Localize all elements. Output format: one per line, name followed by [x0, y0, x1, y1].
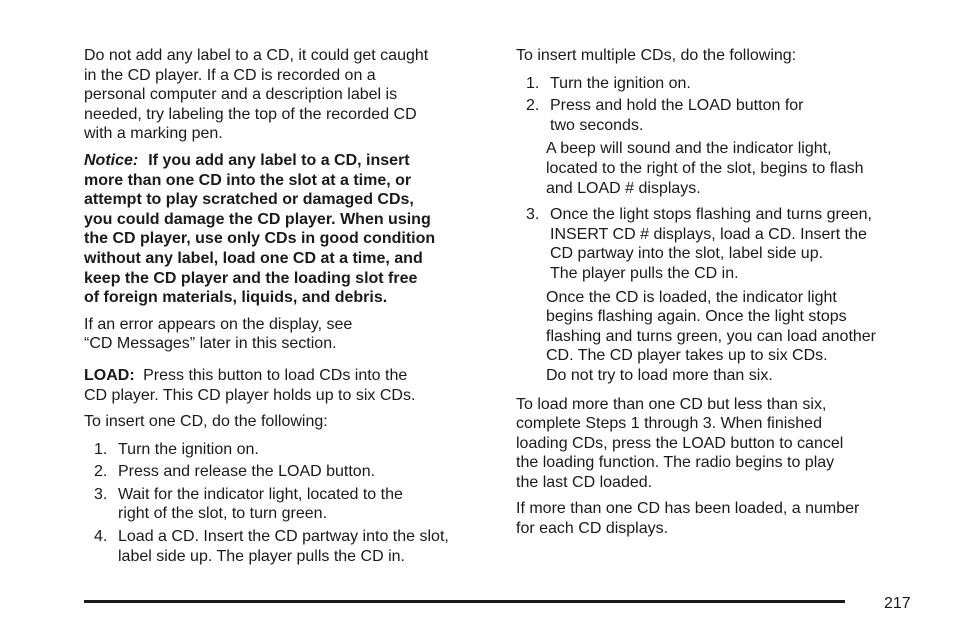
footer-rule: [84, 600, 845, 603]
step3-detail: Once the CD is loaded, the indicator light begins flashing again. Once the light stops flashing and turns green, you can load another CD. The CD player takes up to six CDs. Do not try to load more than six.: [546, 288, 877, 384]
list-item: 1. Turn the ignition on.: [526, 74, 691, 92]
insert-multi-steps: [516, 74, 926, 136]
load-more-paragraph: To load more than one CD but less than six, complete Steps 1 through 3. When finished loading CDs, press the LOAD button to cancel the loading function. The radio begins to play the last CD loaded.: [516, 395, 844, 491]
notice-paragraph: Notice: If you add any label to a CD, insert more than one CD into the slot at a time, or attempt to play scratched or damaged CDs, you could damage the CD player. When using the CD player, use only CDs in good condition without any label, load one CD at a time, and keep the CD player and the loading slot free of foreign materials, liquids, and debris.: [84, 151, 436, 307]
insert-one-steps: [84, 440, 494, 567]
left-column: [84, 46, 494, 569]
number-display-paragraph: If more than one CD has been loaded, a number for each CD displays.: [516, 500, 860, 538]
load-paragraph: LOAD: Press this button to load CDs into the CD player. This CD player holds up to six CDs.: [84, 366, 416, 404]
right-column: [516, 46, 926, 546]
list-item: 3. Once the light stops flashing and turns green, INSERT CD # displays, load a CD. Insert the CD partway into the slot, label side up. The player pulls the CD in.: [526, 206, 872, 282]
load-label: LOAD:: [84, 366, 135, 384]
insert-one-intro: To insert one CD, do the following:: [84, 413, 328, 431]
list-item: 2. Press and release the LOAD button.: [94, 463, 376, 481]
notice-label: Notice:: [84, 151, 139, 169]
list-item: 1. Turn the ignition on.: [94, 440, 259, 458]
insert-multi-steps-cont: [516, 205, 926, 283]
list-item: 3. Wait for the indicator light, located to the right of the slot, to turn green.: [94, 485, 403, 523]
list-item: 2. Press and hold the LOAD button for two seconds.: [526, 97, 804, 134]
cd-label-paragraph: Do not add any label to a CD, it could get caught in the CD player. If a CD is recorded on a personal computer and a description label is needed, try labeling the top of the recorded CD with a marking pen.: [84, 47, 429, 143]
list-item: 4. Load a CD. Insert the CD partway into the slot, label side up. The player pulls the CD in.: [94, 528, 449, 565]
step2-detail: A beep will sound and the indicator light, located to the right of the slot, begins to flash and LOAD # displays.: [546, 140, 864, 197]
page-number: 217: [884, 595, 911, 612]
insert-multi-intro: To insert multiple CDs, do the following:: [516, 47, 797, 64]
error-paragraph: If an error appears on the display, see “CD Messages” later in this section.: [84, 315, 353, 353]
